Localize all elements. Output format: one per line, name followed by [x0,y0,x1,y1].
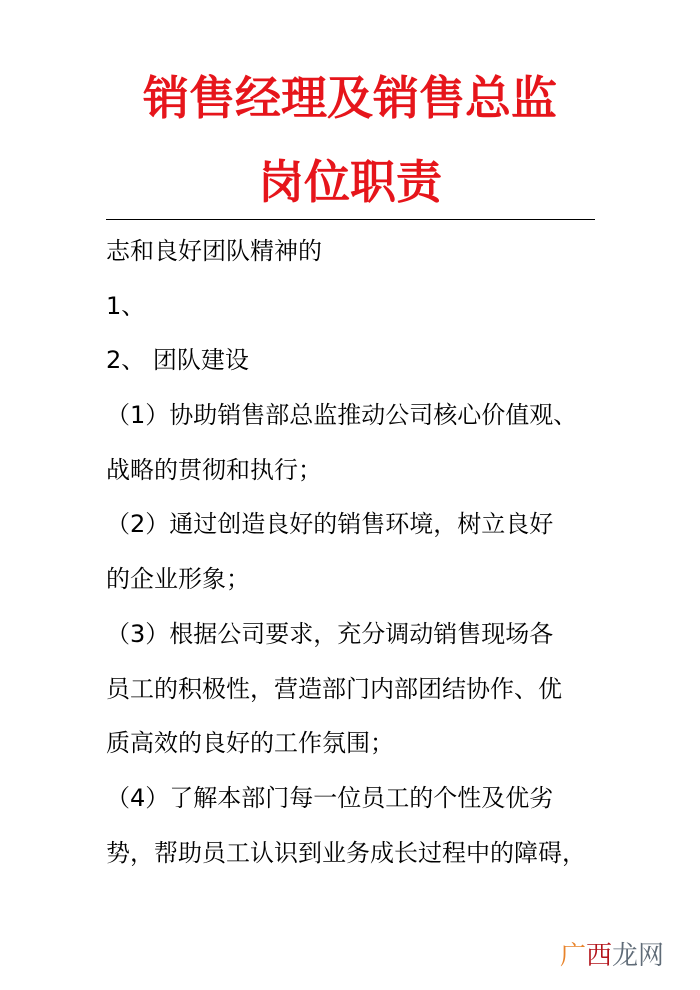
watermark-part: 广 [559,941,586,971]
body-line: 志和良好团队精神的 [106,237,322,265]
document-title-line-2: 岗位职责 [258,155,442,209]
body-line: 员工的积极性，营造部门内部团结协作、优 [106,674,562,703]
document-body [106,231,616,887]
document-title-line-1: 销售经理及销售总监 [143,71,557,125]
body-line: （3）根据公司要求，充分调动销售现场各 [106,619,554,648]
body-line: 战略的贯彻和执行； [106,455,322,484]
watermark-part: 西 [585,941,612,971]
body-line: （4）了解本部门每一位员工的个性及优劣 [106,783,554,812]
site-watermark [560,940,664,972]
body-line: 质高效的良好的工作氛围； [106,729,394,758]
watermark-part: 龙网 [611,941,664,971]
body-line: 势，帮助员工认识到业务成长过程中的障碍， [106,838,586,867]
body-line: （2）通过创造良好的销售环境，树立良好 [106,510,554,539]
title-divider [106,219,595,220]
body-line: 1、 [106,291,146,320]
body-line: （1）协助销售部总监推动公司核心价值观、 [106,401,578,430]
body-line: 2、 团队建设 [106,346,249,375]
body-line: 的企业形象； [106,565,250,594]
